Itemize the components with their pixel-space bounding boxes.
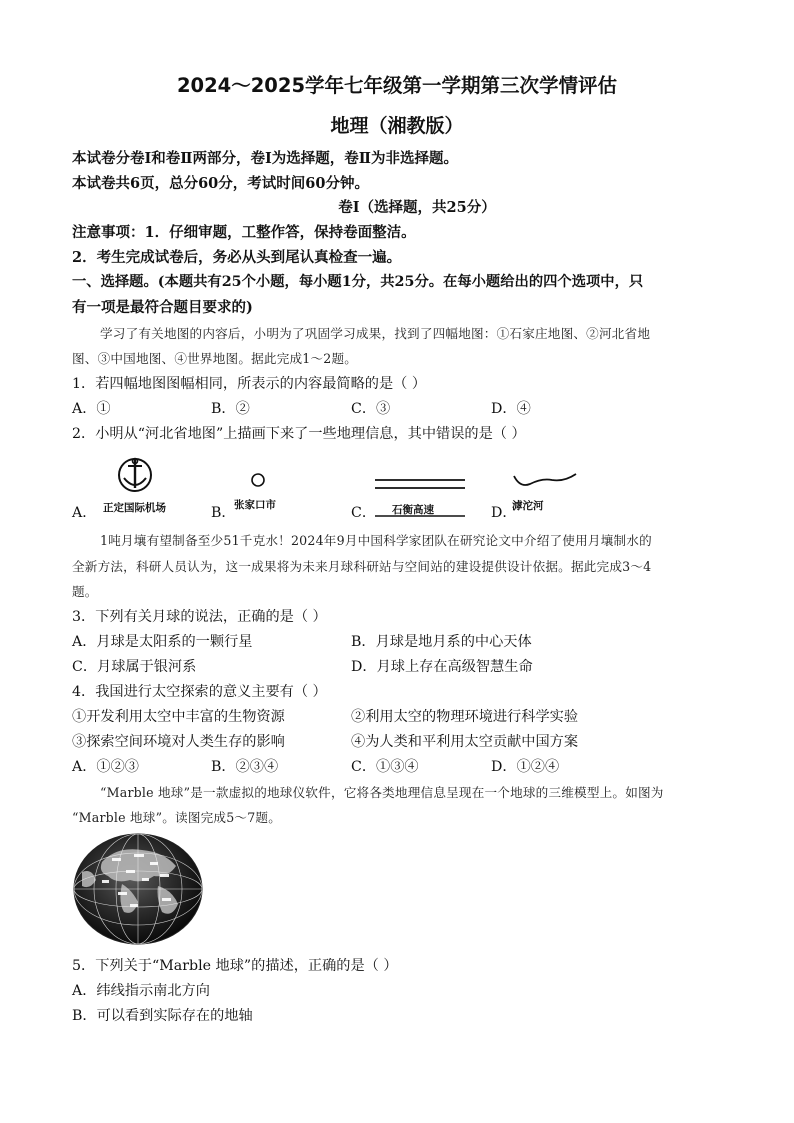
symbol-c-underline [373, 514, 467, 518]
symbol-b-label: 张家口市 [234, 499, 276, 511]
passage-3-line-2: “Marble 地球”。读图完成5～7题。 [72, 810, 282, 825]
q4-option-c[interactable]: C．①③④ [351, 759, 419, 775]
part-1-title-line-1: 一、选择题。(本题共有25个小题，每小题1分，共25分。在每小题给出的四个选项中，只 [72, 274, 644, 290]
globe-icon [72, 832, 204, 946]
notice-2: 2．考生完成试卷后，务必从头到尾认真检查一遍。 [72, 249, 402, 266]
q3-option-a[interactable]: A．月球是太阳系的一颗行星 [72, 634, 253, 650]
q4-statement-2: ②利用太空的物理环境进行科学实验 [351, 709, 579, 725]
wavy-line-icon [512, 470, 578, 492]
q5-option-a[interactable]: A．纬线指示南北方向 [72, 983, 210, 999]
q4-statement-3: ③探索空间环境对人类生存的影响 [72, 734, 285, 750]
passage-2-line-3: 题。 [72, 584, 98, 599]
q2-option-a[interactable]: A． [72, 505, 97, 521]
anchor-icon [112, 454, 158, 494]
q1-stem: 1．若四幅地图图幅相同，所表示的内容最简略的是（ ） [72, 376, 427, 392]
q2-option-d[interactable]: D． [491, 505, 517, 521]
intro-line-2: 本试卷共6页，总分60分，考试时间60分钟。 [72, 175, 369, 192]
exam-title: 2024～2025学年七年级第一学期第三次学情评估 [176, 74, 618, 97]
q3-option-c[interactable]: C．月球属于银河系 [72, 659, 197, 675]
q2-option-c[interactable]: C． [351, 505, 377, 521]
q1-option-b[interactable]: B．② [211, 401, 250, 417]
q3-stem: 3．下列有关月球的说法，正确的是（ ） [72, 609, 327, 625]
q5-stem: 5．下列关于“Marble 地球”的描述，正确的是（ ） [72, 958, 398, 974]
q1-option-a[interactable]: A．① [72, 401, 111, 417]
passage-2-line-1: 1吨月壤有望制备至少51千克水！2024年9月中国科学家团队在研究论文中介绍了使用月壤制水的 [100, 533, 652, 548]
notice-1: 注意事项：1．仔细审题，工整作答，保持卷面整洁。 [72, 224, 416, 241]
q1-option-c[interactable]: C．③ [351, 401, 391, 417]
symbol-c-label: 石衡高速 [392, 504, 434, 516]
symbol-a-label: 正定国际机场 [103, 502, 166, 514]
q4-stem: 4．我国进行太空探索的意义主要有（ ） [72, 684, 327, 700]
passage-3-line-1: “Marble 地球”是一款虚拟的地球仪软件，它将各类地理信息呈现在一个地球的三维模型上。如图为 [100, 785, 664, 800]
circle-icon [250, 472, 266, 488]
q4-statement-4: ④为人类和平利用太空贡献中国方案 [351, 734, 579, 750]
passage-2-line-2: 全新方法，科研人员认为，这一成果将为未来月球科研站与空间站的建设提供设计依据。据此完成3～4 [72, 559, 652, 574]
q4-option-d[interactable]: D．①②④ [491, 759, 560, 775]
q4-option-b[interactable]: B．②③④ [211, 759, 279, 775]
exam-subtitle: 地理（湘教版） [330, 115, 464, 137]
section-1-title: 卷Ⅰ（选择题，共25分） [338, 199, 496, 216]
q3-option-d[interactable]: D．月球上存在高级智慧生命 [351, 659, 533, 675]
part-1-title-line-2: 有一项是最符合题目要求的) [72, 299, 253, 316]
q4-statement-1: ①开发利用太空中丰富的生物资源 [72, 709, 285, 725]
passage-1-line-1: 学习了有关地图的内容后，小明为了巩固学习成果，找到了四幅地图：①石家庄地图、②河北省地 [100, 326, 651, 341]
symbol-d-label: 滹沱河 [512, 500, 544, 512]
passage-1-line-2: 图、③中国地图、④世界地图。据此完成1～2题。 [72, 351, 358, 366]
q2-stem: 2．小明从“河北省地图”上描画下来了一些地理信息，其中错误的是（ ） [72, 426, 526, 442]
intro-line-1: 本试卷分卷Ⅰ和卷Ⅱ两部分，卷Ⅰ为选择题，卷Ⅱ为非选择题。 [72, 150, 459, 167]
q1-option-d[interactable]: D．④ [491, 401, 531, 417]
double-line-icon [373, 478, 467, 490]
q3-option-b[interactable]: B．月球是地月系的中心天体 [351, 634, 532, 650]
q5-option-b[interactable]: B．可以看到实际存在的地轴 [72, 1008, 253, 1024]
q2-option-b[interactable]: B． [211, 505, 236, 521]
q4-option-a[interactable]: A．①②③ [72, 759, 139, 775]
